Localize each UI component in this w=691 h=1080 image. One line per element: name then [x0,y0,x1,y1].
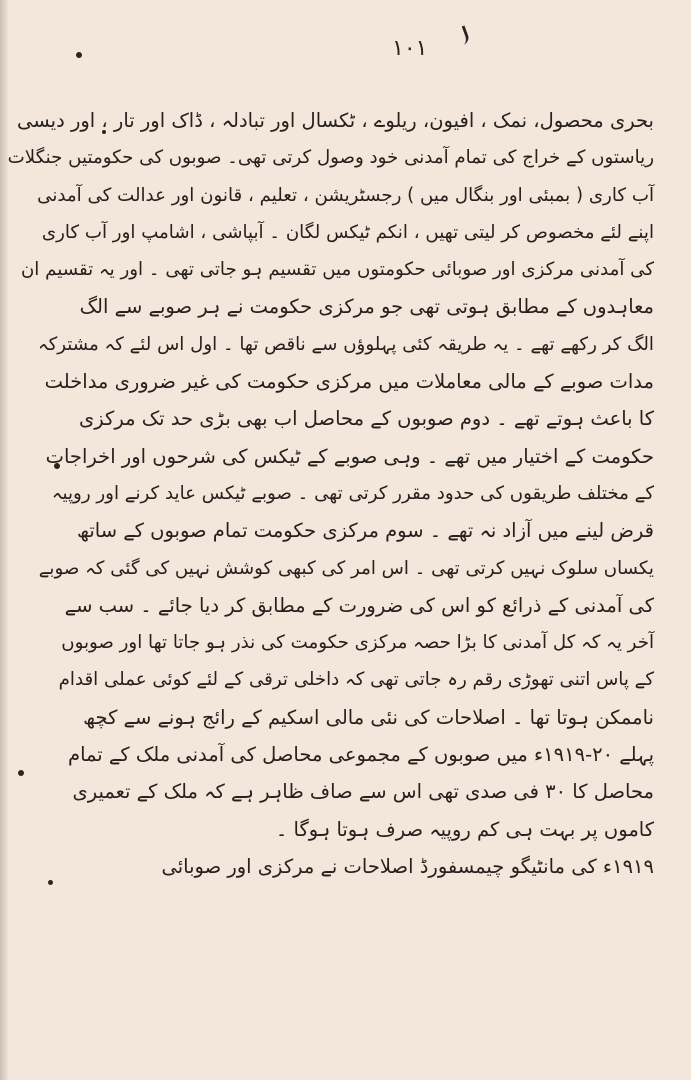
text-line: آب کاری ( بمبئی اور بنگال میں ) رجسٹریشن ، تعلیم ، قانون اور عدالت کی آمدنی [37,184,654,206]
text-line: ۱۹۱۹ء کی مانٹیگو چیمسفورڈ اصلاحات نے مرکزی اور صوبائی [161,854,654,878]
text-line: بحری محصول، نمک ، افیون، ریلوے ، ٹکسال اور تبادلہ ، ڈاک اور تار ، اور دیسی [17,109,654,132]
text-line: کے مختلف طریقوں کی حدود مقرر کرتی تھی ۔ صوبے ٹیکس عاید کرنے اور روپیہ [51,482,654,504]
speck [76,52,82,58]
text-line: پہلے ۲۰-۱۹۱۹ء میں صوبوں کے مجموعی محاصل کی آمدنی ملک کے تمام [68,743,654,767]
speck [48,880,53,885]
urdu-text-body [7,102,654,885]
text-line: کے پاس اتنی تھوڑی رقم رہ جاتی تھی کہ داخلی ترقی کے لئے کوئی عملی اقدام [58,669,654,691]
ink-mark [452,25,470,46]
speck [18,770,24,776]
text-line: الگ کر رکھے تھے ۔ یہ طریقہ کئی پہلوؤں سے ناقص تھا ۔ اول اس لئے کہ مشترکہ [37,333,654,355]
text-line: اپنے لئے مخصوص کر لیتی تھیں ، انکم ٹیکس لگان ۔ آبپاشی ، اشامپ اور آب کاری [41,221,654,243]
page-number: ۱۰۱ [392,36,428,61]
text-line: معاہدوں کے مطابق ہوتی تھی جو مرکزی حکومت نے ہر صوبے سے الگ [79,295,654,319]
text-line: حکومت کے اختیار میں تھے ۔ وہی صوبے کے ٹیکس کی شرحوں اور اخراجات [45,444,654,468]
text-line: آخر یہ کہ کل آمدنی کا بڑا حصہ مرکزی حکومت کی نذر ہو جاتا تھا اور صوبوں [61,632,654,654]
text-line: مدات صوبے کے مالی معاملات میں مرکزی حکومت کی غیر ضروری مداخلت [44,370,654,394]
text-line: کی آمدنی کے ذرائع کو اس کی ضرورت کے مطابق کر دیا جائے ۔ سب سے [64,593,654,617]
text-line: قرض لینے میں آزاد نہ تھے ۔ سوم مرکزی حکومت تمام صوبوں کے ساتھ [77,519,654,543]
text-line: یکساں سلوک نہیں کرتی تھی ۔ اس امر کی کبھی کوشش نہیں کی گئی کہ صوبے [38,557,654,579]
text-line: کا باعث ہوتے تھے ۔ دوم صوبوں کے محاصل اب بھی بڑی حد تک مرکزی [79,407,654,431]
text-line: کاموں پر بہت ہی کم روپیہ صرف ہوتا ہوگا ۔ [275,817,654,841]
page-binding-edge [0,0,8,1080]
text-line: کی آمدنی مرکزی اور صوبائی حکومتوں میں تقسیم ہو جاتی تھی ۔ اور یہ تقسیم ان [20,259,654,281]
text-line: ریاستوں کے خراج کی تمام آمدنی خود وصول کرتی تھی۔ صوبوں کی حکومتیں جنگلات [7,147,654,169]
text-line: محاصل کا ۳۰ فی صدی تھی اس سے صاف ظاہر ہے کہ ملک کے تعمیری [72,780,654,804]
text-line: ناممکن ہوتا تھا ۔ اصلاحات کی نئی مالی اسکیم کے رائج ہونے سے کچھ [83,705,654,729]
